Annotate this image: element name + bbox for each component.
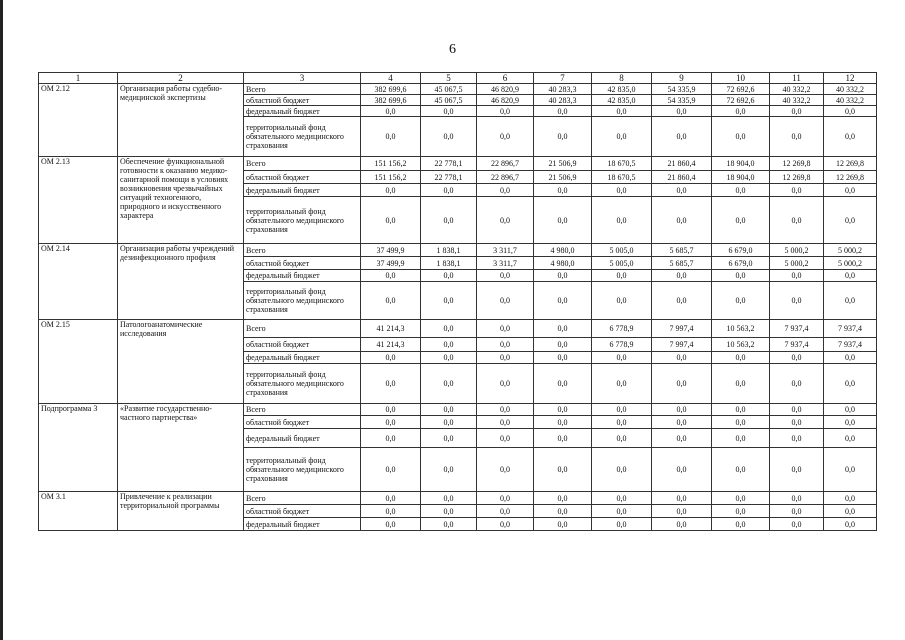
amount-cell: 0,0 <box>652 492 712 505</box>
amount-cell: 40 332,2 <box>770 84 824 95</box>
funding-source: территориальный фонд обязательного медицинского страхования <box>244 117 361 157</box>
amount-cell: 0,0 <box>421 320 477 338</box>
funding-source: федеральный бюджет <box>244 184 361 197</box>
amount-cell: 0,0 <box>534 429 592 448</box>
amount-cell: 18 904,0 <box>712 171 770 184</box>
amount-cell: 5 000,2 <box>770 244 824 257</box>
amount-cell: 21 860,4 <box>652 157 712 171</box>
amount-cell: 0,0 <box>824 270 877 282</box>
amount-cell: 40 332,2 <box>824 84 877 95</box>
amount-cell: 0,0 <box>712 448 770 492</box>
header-cell: 2 <box>118 73 244 84</box>
amount-cell: 46 820,9 <box>477 95 534 106</box>
amount-cell: 10 563,2 <box>712 320 770 338</box>
amount-cell: 0,0 <box>477 448 534 492</box>
amount-cell: 0,0 <box>421 505 477 518</box>
budget-table <box>38 72 877 531</box>
amount-cell: 0,0 <box>534 282 592 320</box>
amount-cell: 0,0 <box>770 282 824 320</box>
amount-cell: 0,0 <box>421 364 477 404</box>
amount-cell: 0,0 <box>361 270 421 282</box>
funding-source: территориальный фонд обязательного медицинского страхования <box>244 197 361 244</box>
amount-cell: 0,0 <box>652 282 712 320</box>
amount-cell: 0,0 <box>534 448 592 492</box>
amount-cell: 7 997,4 <box>652 320 712 338</box>
amount-cell: 6 778,9 <box>592 338 652 352</box>
amount-cell: 0,0 <box>421 352 477 364</box>
amount-cell: 7 937,4 <box>770 338 824 352</box>
funding-source: областной бюджет <box>244 338 361 352</box>
amount-cell: 0,0 <box>824 404 877 416</box>
amount-cell: 72 692,6 <box>712 84 770 95</box>
amount-cell: 0,0 <box>824 197 877 244</box>
amount-cell: 0,0 <box>477 429 534 448</box>
amount-cell: 0,0 <box>361 416 421 429</box>
amount-cell: 0,0 <box>770 505 824 518</box>
amount-cell: 0,0 <box>361 429 421 448</box>
amount-cell: 0,0 <box>534 404 592 416</box>
funding-source: областной бюджет <box>244 257 361 270</box>
amount-cell: 0,0 <box>770 106 824 117</box>
funding-source: территориальный фонд обязательного медицинского страхования <box>244 448 361 492</box>
item-name: Организация работы судебно-медицинской экспертизы <box>118 84 244 157</box>
amount-cell: 0,0 <box>770 404 824 416</box>
funding-source: Всего <box>244 157 361 171</box>
table-row <box>39 492 877 505</box>
amount-cell: 0,0 <box>770 492 824 505</box>
amount-cell: 0,0 <box>712 429 770 448</box>
amount-cell: 0,0 <box>421 184 477 197</box>
amount-cell: 40 332,2 <box>824 95 877 106</box>
item-name: Обеспечение функциональной готовности к оказанию медико-санитарной помощи в условиях возникновения чрезвычайных ситуаций техногенного, природного и искусственного характера <box>118 157 244 244</box>
amount-cell: 45 067,5 <box>421 84 477 95</box>
amount-cell: 0,0 <box>770 518 824 531</box>
amount-cell: 0,0 <box>824 364 877 404</box>
scan-left-edge <box>0 0 3 640</box>
amount-cell: 0,0 <box>534 320 592 338</box>
amount-cell: 0,0 <box>652 429 712 448</box>
amount-cell: 3 311,7 <box>477 244 534 257</box>
amount-cell: 0,0 <box>534 352 592 364</box>
amount-cell: 5 685,7 <box>652 244 712 257</box>
amount-cell: 0,0 <box>592 270 652 282</box>
amount-cell: 0,0 <box>770 270 824 282</box>
amount-cell: 0,0 <box>770 448 824 492</box>
amount-cell: 42 835,0 <box>592 84 652 95</box>
amount-cell: 0,0 <box>712 117 770 157</box>
amount-cell: 0,0 <box>477 416 534 429</box>
amount-cell: 7 937,4 <box>770 320 824 338</box>
amount-cell: 0,0 <box>361 518 421 531</box>
funding-source: территориальный фонд обязательного медицинского страхования <box>244 364 361 404</box>
amount-cell: 6 679,0 <box>712 244 770 257</box>
header-cell: 5 <box>421 73 477 84</box>
amount-cell: 0,0 <box>824 518 877 531</box>
amount-cell: 0,0 <box>477 352 534 364</box>
amount-cell: 0,0 <box>824 416 877 429</box>
item-code: ОМ 2.12 <box>39 84 118 157</box>
funding-source: областной бюджет <box>244 95 361 106</box>
amount-cell: 382 699,6 <box>361 84 421 95</box>
header-cell: 6 <box>477 73 534 84</box>
amount-cell: 0,0 <box>652 197 712 244</box>
header-cell: 8 <box>592 73 652 84</box>
header-row <box>39 73 877 84</box>
item-code: ОМ 3.1 <box>39 492 118 531</box>
header-cell: 12 <box>824 73 877 84</box>
amount-cell: 6 679,0 <box>712 257 770 270</box>
amount-cell: 0,0 <box>477 106 534 117</box>
amount-cell: 0,0 <box>477 282 534 320</box>
amount-cell: 0,0 <box>712 106 770 117</box>
item-name: Патологоанатомические исследования <box>118 320 244 404</box>
funding-source: федеральный бюджет <box>244 352 361 364</box>
amount-cell: 5 685,7 <box>652 257 712 270</box>
amount-cell: 22 778,1 <box>421 171 477 184</box>
amount-cell: 0,0 <box>361 184 421 197</box>
amount-cell: 5 000,2 <box>770 257 824 270</box>
amount-cell: 41 214,3 <box>361 338 421 352</box>
amount-cell: 0,0 <box>824 117 877 157</box>
amount-cell: 0,0 <box>712 270 770 282</box>
amount-cell: 0,0 <box>592 364 652 404</box>
header-cell: 1 <box>39 73 118 84</box>
item-code: Подпрограмма 3 <box>39 404 118 492</box>
amount-cell: 0,0 <box>477 184 534 197</box>
amount-cell: 21 860,4 <box>652 171 712 184</box>
amount-cell: 151 156,2 <box>361 157 421 171</box>
amount-cell: 0,0 <box>477 404 534 416</box>
amount-cell: 0,0 <box>824 505 877 518</box>
amount-cell: 0,0 <box>477 492 534 505</box>
item-code: ОМ 2.13 <box>39 157 118 244</box>
amount-cell: 21 506,9 <box>534 157 592 171</box>
amount-cell: 0,0 <box>421 416 477 429</box>
amount-cell: 0,0 <box>712 505 770 518</box>
amount-cell: 54 335,9 <box>652 84 712 95</box>
amount-cell: 18 904,0 <box>712 157 770 171</box>
amount-cell: 0,0 <box>712 518 770 531</box>
amount-cell: 0,0 <box>477 364 534 404</box>
amount-cell: 0,0 <box>592 404 652 416</box>
amount-cell: 0,0 <box>361 117 421 157</box>
amount-cell: 54 335,9 <box>652 95 712 106</box>
funding-source: Всего <box>244 404 361 416</box>
amount-cell: 0,0 <box>712 416 770 429</box>
page-number: 6 <box>449 42 456 57</box>
item-code: ОМ 2.14 <box>39 244 118 320</box>
amount-cell: 0,0 <box>361 492 421 505</box>
amount-cell: 0,0 <box>824 106 877 117</box>
amount-cell: 0,0 <box>361 352 421 364</box>
amount-cell: 0,0 <box>824 448 877 492</box>
amount-cell: 0,0 <box>770 117 824 157</box>
amount-cell: 7 997,4 <box>652 338 712 352</box>
amount-cell: 0,0 <box>534 106 592 117</box>
amount-cell: 12 269,8 <box>770 157 824 171</box>
funding-source: федеральный бюджет <box>244 270 361 282</box>
amount-cell: 0,0 <box>592 197 652 244</box>
funding-source: Всего <box>244 320 361 338</box>
amount-cell: 0,0 <box>824 184 877 197</box>
amount-cell: 12 269,8 <box>770 171 824 184</box>
amount-cell: 0,0 <box>477 270 534 282</box>
amount-cell: 0,0 <box>421 518 477 531</box>
amount-cell: 0,0 <box>534 117 592 157</box>
amount-cell: 10 563,2 <box>712 338 770 352</box>
amount-cell: 0,0 <box>712 184 770 197</box>
table-body <box>39 73 877 531</box>
amount-cell: 46 820,9 <box>477 84 534 95</box>
amount-cell: 0,0 <box>824 282 877 320</box>
amount-cell: 7 937,4 <box>824 320 877 338</box>
amount-cell: 0,0 <box>770 416 824 429</box>
amount-cell: 0,0 <box>421 282 477 320</box>
amount-cell: 0,0 <box>652 270 712 282</box>
amount-cell: 5 005,0 <box>592 244 652 257</box>
amount-cell: 0,0 <box>652 352 712 364</box>
amount-cell: 22 896,7 <box>477 171 534 184</box>
funding-source: областной бюджет <box>244 416 361 429</box>
amount-cell: 22 896,7 <box>477 157 534 171</box>
amount-cell: 0,0 <box>824 492 877 505</box>
amount-cell: 151 156,2 <box>361 171 421 184</box>
amount-cell: 4 980,0 <box>534 244 592 257</box>
table-row <box>39 320 877 338</box>
amount-cell: 0,0 <box>712 282 770 320</box>
amount-cell: 5 005,0 <box>592 257 652 270</box>
amount-cell: 72 692,6 <box>712 95 770 106</box>
amount-cell: 0,0 <box>592 416 652 429</box>
amount-cell: 42 835,0 <box>592 95 652 106</box>
amount-cell: 0,0 <box>770 429 824 448</box>
header-cell: 10 <box>712 73 770 84</box>
amount-cell: 0,0 <box>712 352 770 364</box>
amount-cell: 0,0 <box>652 364 712 404</box>
amount-cell: 7 937,4 <box>824 338 877 352</box>
item-name: «Развитие государственно-частного партнерства» <box>118 404 244 492</box>
amount-cell: 0,0 <box>477 338 534 352</box>
amount-cell: 0,0 <box>477 320 534 338</box>
amount-cell: 0,0 <box>361 364 421 404</box>
header-cell: 3 <box>244 73 361 84</box>
amount-cell: 5 000,2 <box>824 257 877 270</box>
amount-cell: 0,0 <box>477 505 534 518</box>
amount-cell: 0,0 <box>534 416 592 429</box>
amount-cell: 0,0 <box>421 404 477 416</box>
amount-cell: 0,0 <box>421 106 477 117</box>
funding-source: областной бюджет <box>244 171 361 184</box>
amount-cell: 0,0 <box>421 270 477 282</box>
amount-cell: 0,0 <box>421 429 477 448</box>
amount-cell: 0,0 <box>592 448 652 492</box>
item-code: ОМ 2.15 <box>39 320 118 404</box>
amount-cell: 0,0 <box>421 338 477 352</box>
funding-source: федеральный бюджет <box>244 429 361 448</box>
header-cell: 7 <box>534 73 592 84</box>
amount-cell: 0,0 <box>592 518 652 531</box>
amount-cell: 0,0 <box>477 197 534 244</box>
amount-cell: 3 311,7 <box>477 257 534 270</box>
amount-cell: 0,0 <box>824 429 877 448</box>
amount-cell: 0,0 <box>652 518 712 531</box>
amount-cell: 0,0 <box>824 352 877 364</box>
amount-cell: 0,0 <box>361 106 421 117</box>
amount-cell: 0,0 <box>361 448 421 492</box>
funding-source: Всего <box>244 492 361 505</box>
table-row <box>39 244 877 257</box>
amount-cell: 0,0 <box>652 448 712 492</box>
amount-cell: 37 499,9 <box>361 257 421 270</box>
amount-cell: 0,0 <box>534 270 592 282</box>
amount-cell: 4 980,0 <box>534 257 592 270</box>
amount-cell: 0,0 <box>592 106 652 117</box>
amount-cell: 0,0 <box>534 505 592 518</box>
amount-cell: 0,0 <box>534 492 592 505</box>
amount-cell: 1 838,1 <box>421 244 477 257</box>
amount-cell: 0,0 <box>652 106 712 117</box>
amount-cell: 21 506,9 <box>534 171 592 184</box>
table-row <box>39 84 877 95</box>
amount-cell: 0,0 <box>361 197 421 244</box>
amount-cell: 40 283,3 <box>534 84 592 95</box>
amount-cell: 0,0 <box>712 197 770 244</box>
amount-cell: 0,0 <box>592 429 652 448</box>
amount-cell: 12 269,8 <box>824 157 877 171</box>
amount-cell: 0,0 <box>534 197 592 244</box>
header-cell: 9 <box>652 73 712 84</box>
amount-cell: 0,0 <box>592 505 652 518</box>
amount-cell: 0,0 <box>477 518 534 531</box>
amount-cell: 41 214,3 <box>361 320 421 338</box>
amount-cell: 0,0 <box>652 117 712 157</box>
amount-cell: 6 778,9 <box>592 320 652 338</box>
amount-cell: 0,0 <box>652 416 712 429</box>
amount-cell: 0,0 <box>534 338 592 352</box>
table-row <box>39 157 877 171</box>
amount-cell: 0,0 <box>361 505 421 518</box>
amount-cell: 0,0 <box>421 492 477 505</box>
funding-source: федеральный бюджет <box>244 518 361 531</box>
amount-cell: 0,0 <box>534 184 592 197</box>
amount-cell: 0,0 <box>712 404 770 416</box>
amount-cell: 0,0 <box>421 197 477 244</box>
item-name: Привлечение к реализации территориальной программы <box>118 492 244 531</box>
funding-source: территориальный фонд обязательного медицинского страхования <box>244 282 361 320</box>
amount-cell: 37 499,9 <box>361 244 421 257</box>
amount-cell: 1 838,1 <box>421 257 477 270</box>
amount-cell: 0,0 <box>592 184 652 197</box>
funding-source: Всего <box>244 84 361 95</box>
amount-cell: 0,0 <box>361 282 421 320</box>
amount-cell: 382 699,6 <box>361 95 421 106</box>
amount-cell: 0,0 <box>712 492 770 505</box>
amount-cell: 0,0 <box>534 518 592 531</box>
amount-cell: 0,0 <box>652 184 712 197</box>
amount-cell: 5 000,2 <box>824 244 877 257</box>
funding-source: областной бюджет <box>244 505 361 518</box>
amount-cell: 0,0 <box>770 364 824 404</box>
amount-cell: 40 332,2 <box>770 95 824 106</box>
amount-cell: 18 670,5 <box>592 171 652 184</box>
funding-source: Всего <box>244 244 361 257</box>
amount-cell: 18 670,5 <box>592 157 652 171</box>
amount-cell: 0,0 <box>477 117 534 157</box>
amount-cell: 0,0 <box>592 352 652 364</box>
amount-cell: 0,0 <box>770 184 824 197</box>
header-cell: 11 <box>770 73 824 84</box>
amount-cell: 0,0 <box>592 492 652 505</box>
amount-cell: 0,0 <box>592 282 652 320</box>
amount-cell: 45 067,5 <box>421 95 477 106</box>
amount-cell: 0,0 <box>770 197 824 244</box>
amount-cell: 0,0 <box>652 505 712 518</box>
table-row <box>39 404 877 416</box>
amount-cell: 0,0 <box>592 117 652 157</box>
amount-cell: 0,0 <box>534 364 592 404</box>
amount-cell: 40 283,3 <box>534 95 592 106</box>
amount-cell: 0,0 <box>421 117 477 157</box>
header-cell: 4 <box>361 73 421 84</box>
amount-cell: 0,0 <box>712 364 770 404</box>
amount-cell: 0,0 <box>770 352 824 364</box>
amount-cell: 22 778,1 <box>421 157 477 171</box>
amount-cell: 0,0 <box>652 404 712 416</box>
funding-source: федеральный бюджет <box>244 106 361 117</box>
amount-cell: 12 269,8 <box>824 171 877 184</box>
item-name: Организация работы учреждений дезинфекционного профиля <box>118 244 244 320</box>
amount-cell: 0,0 <box>421 448 477 492</box>
amount-cell: 0,0 <box>361 404 421 416</box>
